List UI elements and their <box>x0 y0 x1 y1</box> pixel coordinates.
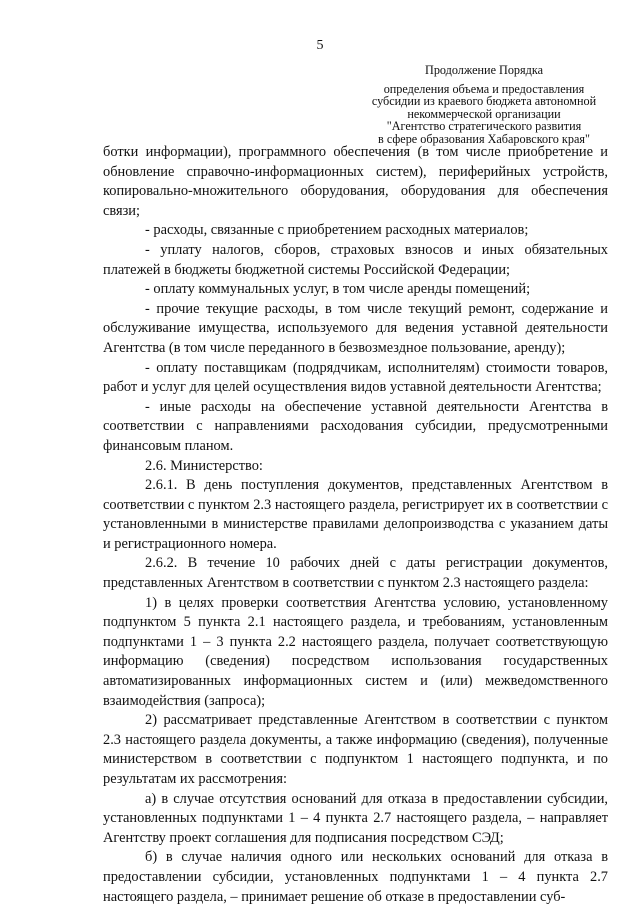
header-line: "Агентство стратегического развития <box>386 119 582 133</box>
paragraph: 2) рассматривает представленные Агентством в соответствии с пунктом 2.3 настоящего раздела документы, а также информацию (сведения), полученные министерством в соответствии с подпунктом 1 настоящего подпункта, и по результатам их рассмотрения: <box>103 712 608 787</box>
header-line: определения объема и предоставления <box>383 81 585 96</box>
paragraph: 1) в целях проверки соответствия Агентства условию, установленному подпунктом 5 пункта 2.1 настоящего раздела, и требованиям, установленным подпунктами 1 – 3 пункта 2.2 настоящего раздела, получает соответствующую информацию (сведения) посредством использования государственных автоматизированных информационных систем и (или) межведомственного взаимодействия (запроса); <box>103 594 608 709</box>
header-title: Продолжение Порядка <box>425 63 543 77</box>
paragraph: 2.6.1. В день поступления документов, представленных Агентством в соответствии с пунктом 2.3 настоящего раздела, регистрирует их в соответствии с установленными в министерстве правилами делопроизводства с указанием даты и регистрационного номера. <box>103 477 608 552</box>
paragraph: - прочие текущие расходы, в том числе текущий ремонт, содержание и обслуживание имущества, используемого для ведения уставной деятельности Агентства (в том числе переданного в безвозмездное пользование, аренду); <box>103 300 608 356</box>
paragraph: 2.6.2. В течение 10 рабочих дней с даты регистрации документов, представленных Агентством в соответствии с пунктом 2.3 настоящего раздела: <box>103 555 608 592</box>
paragraph: б) в случае наличия одного или нескольких оснований для отказа в предоставлении субсидии, установленных подпунктами 1 – 4 пункта 2.7 настоящего раздела, – принимает решение об отказе в предоставлении суб- <box>103 849 608 905</box>
paragraph: - оплату поставщикам (подрядчикам, исполнителям) стоимости товаров, работ и услуг для целей осуществления видов уставной деятельности Агентства; <box>103 359 608 396</box>
header-block <box>364 64 604 145</box>
header-line: субсидии из краевого бюджета автономной <box>371 94 597 108</box>
page-number: 5 <box>316 38 324 53</box>
paragraph: а) в случае отсутствия оснований для отказа в предоставлении субсидии, установленных подпунктами 1 – 4 пункта 2.7 настоящего раздела, – направляет Агентству проект соглашения для подписания посредством СЭД; <box>103 790 608 846</box>
header-line: в сфере образования Хабаровского края" <box>378 131 590 146</box>
paragraph: - оплату коммунальных услуг, в том числе аренды помещений; <box>145 281 531 298</box>
paragraph: - уплату налогов, сборов, страховых взносов и иных обязательных платежей в бюджеты бюджетной системы Российской Федерации; <box>103 241 608 278</box>
header-line: некоммерческой организации <box>407 106 561 121</box>
paragraph: - иные расходы на обеспечение уставной деятельности Агентства в соответствии с направлениями расходования субсидии, предусмотренными финансовым планом. <box>103 398 608 454</box>
paragraph: ботки информации), программного обеспечения (в том числе приобретение и обновление справочно-информационных систем), периферийных устройств, копировально-множительного оборудования, оборудования для обеспечения связи; <box>103 144 608 219</box>
body-text <box>103 143 608 907</box>
paragraph: 2.6. Министерство: <box>145 457 263 474</box>
paragraph: - расходы, связанные с приобретением расходных материалов; <box>145 222 529 239</box>
